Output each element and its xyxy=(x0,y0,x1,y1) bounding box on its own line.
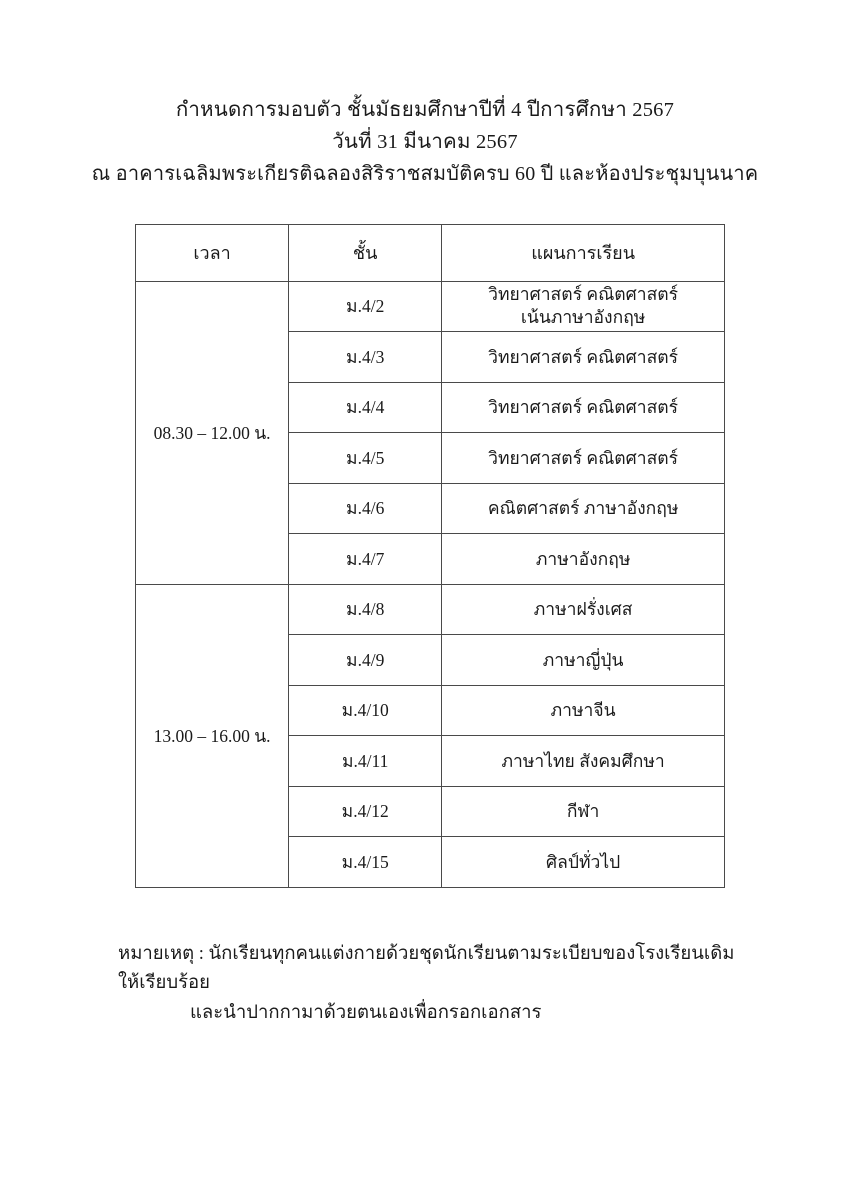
class-label: ม.4/12 xyxy=(289,786,442,837)
class-label: ม.4/10 xyxy=(289,685,442,736)
column-header-plan: แผนการเรียน xyxy=(442,224,725,281)
plan-label xyxy=(442,281,725,332)
class-label: ม.4/5 xyxy=(289,433,442,484)
class-label: ม.4/11 xyxy=(289,736,442,787)
schedule-table-head xyxy=(136,224,725,281)
plan-label: ภาษาจีน xyxy=(442,685,725,736)
header-date-line: วันที่ 31 มีนาคม 2567 xyxy=(332,130,518,153)
table-header-row xyxy=(136,224,725,281)
time-slot-morning: 08.30 – 12.00 น. xyxy=(136,281,289,584)
table-row xyxy=(136,584,725,635)
table-row xyxy=(136,281,725,332)
plan-label: ภาษาไทย สังคมศึกษา xyxy=(442,736,725,787)
class-label: ม.4/3 xyxy=(289,332,442,383)
document-header xyxy=(70,95,780,190)
note-line-2: และนำปากกามาด้วยตนเองเพื่อกรอกเอกสาร xyxy=(190,1002,542,1023)
column-header-class: ชั้น xyxy=(289,224,442,281)
plan-label: ภาษาญี่ปุ่น xyxy=(442,635,725,686)
plan-label: วิทยาศาสตร์ คณิตศาสตร์ xyxy=(442,332,725,383)
schedule-table-wrapper xyxy=(70,224,780,888)
plan-line-2: เน้นภาษาอังกฤษ xyxy=(520,307,646,328)
class-label: ม.4/4 xyxy=(289,382,442,433)
note-section xyxy=(70,940,780,1029)
plan-label: คณิตศาสตร์ ภาษาอังกฤษ xyxy=(442,483,725,534)
column-header-time: เวลา xyxy=(136,224,289,281)
header-venue-line: ณ อาคารเฉลิมพระเกียรติฉลองสิริราชสมบัติครบ 60 ปี และห้องประชุมบุนนาค xyxy=(91,162,759,185)
schedule-table xyxy=(135,224,725,888)
plan-label: วิทยาศาสตร์ คณิตศาสตร์ xyxy=(442,382,725,433)
header-title-line-1: กำหนดการมอบตัว ชั้นมัธยมศึกษาปีที่ 4 ปีการศึกษา 2567 xyxy=(175,99,675,121)
class-label: ม.4/15 xyxy=(289,837,442,888)
class-label: ม.4/8 xyxy=(289,584,442,635)
class-label: ม.4/6 xyxy=(289,483,442,534)
note-line-1: หมายเหตุ : นักเรียนทุกคนแต่งกายด้วยชุดนักเรียนตามระเบียบของโรงเรียนเดิมให้เรียบร้อย xyxy=(118,943,735,994)
class-label: ม.4/2 xyxy=(289,281,442,332)
plan-label: ศิลป์ทั่วไป xyxy=(442,837,725,888)
time-slot-afternoon: 13.00 – 16.00 น. xyxy=(136,584,289,887)
plan-label: ภาษาอังกฤษ xyxy=(442,534,725,585)
class-label: ม.4/9 xyxy=(289,635,442,686)
plan-label: วิทยาศาสตร์ คณิตศาสตร์ xyxy=(442,433,725,484)
plan-label: กีฬา xyxy=(442,786,725,837)
schedule-table-body xyxy=(136,281,725,887)
plan-line-1: วิทยาศาสตร์ คณิตศาสตร์ xyxy=(488,283,679,304)
plan-label: ภาษาฝรั่งเศส xyxy=(442,584,725,635)
class-label: ม.4/7 xyxy=(289,534,442,585)
